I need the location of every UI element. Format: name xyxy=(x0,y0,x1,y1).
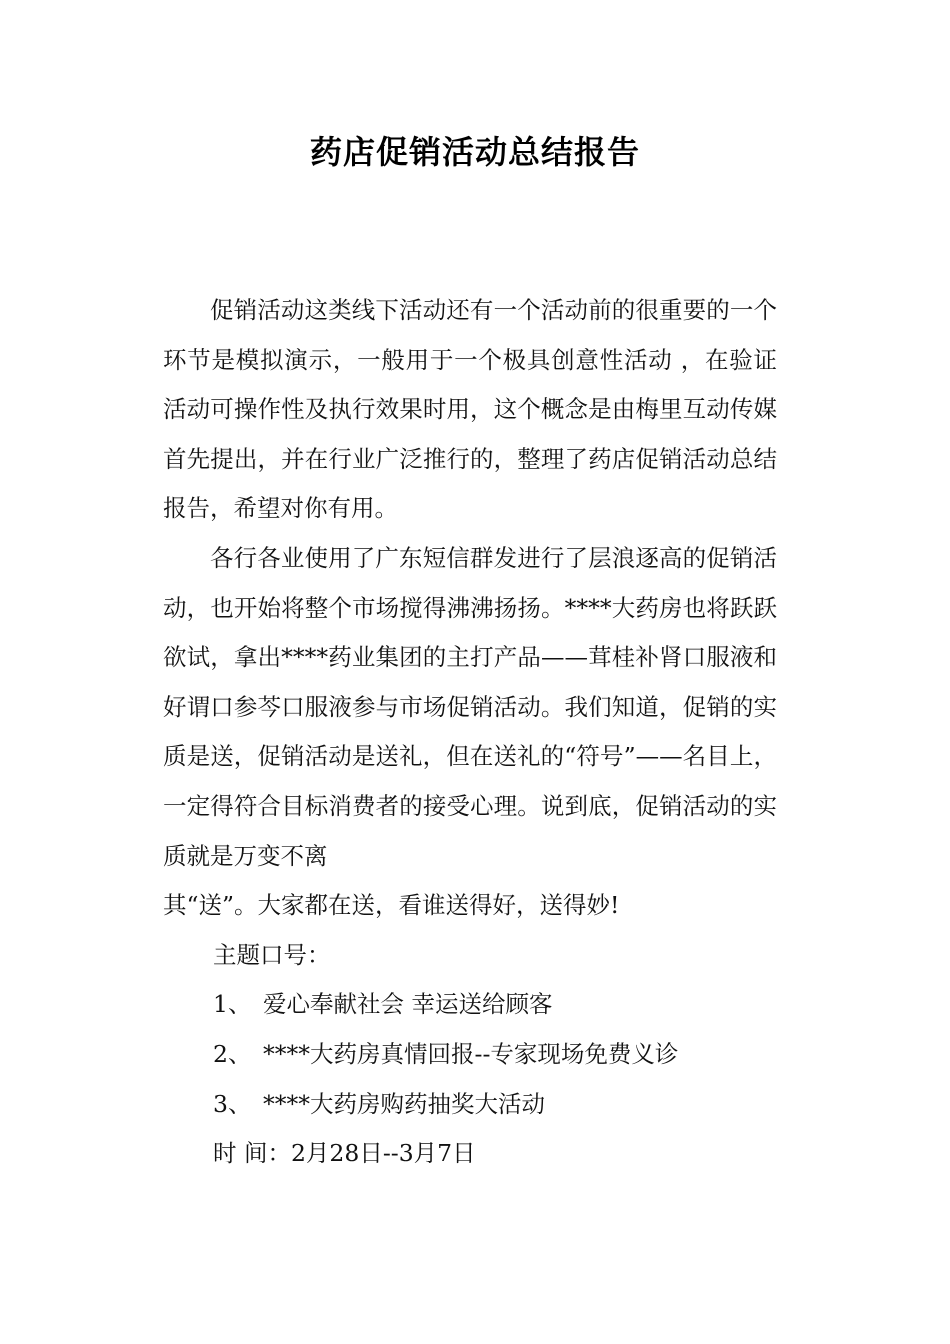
slogan-text: 爱心奉献社会 幸运送给顾客 xyxy=(263,990,553,1019)
document-body xyxy=(163,286,777,1179)
slogan-text: ****大药房购药抽奖大活动 xyxy=(263,1089,545,1118)
slogan-item xyxy=(163,1030,777,1080)
slogan-item xyxy=(163,1080,777,1130)
slogan-number: 3、 xyxy=(213,1089,252,1118)
paragraph-promotion: 各行各业使用了广东短信群发进行了层浪逐高的促销活动，也开始将整个市场搅得沸沸扬扬。****大药房也将跃跃欲试，拿出****药业集团的主打产品——茸桂补肾口服液和好谓口参芩口服液参与市场促销活动。我们知道，促销的实质是送，促销活动是送礼，但在送礼的“符号”——名目上，一定得符合目标消费者的接受心理。说到底，促销活动的实质就是万变不离 xyxy=(163,543,777,870)
paragraph-intro: 促销活动这类线下活动还有一个活动前的很重要的一个环节是模拟演示，一般用于一个极具创意性活动 ，在验证活动可操作性及执行效果时用，这个概念是由梅里互动传媒首先提出，并在行业广泛推行的，整理了药店促销活动总结报告，希望对你有用。 xyxy=(163,296,777,523)
time-line: 时 间：2月28日--3月7日 xyxy=(213,1139,476,1168)
slogan-item xyxy=(163,980,777,1030)
slogan-number: 1、 xyxy=(213,990,252,1019)
document-title: 药店促销活动总结报告 xyxy=(309,133,640,171)
slogan-text: ****大药房真情回报--专家现场免费义诊 xyxy=(263,1039,679,1068)
paragraph-continuation: 其“送”。大家都在送，看谁送得好，送得妙! xyxy=(163,891,620,920)
slogan-heading: 主题口号： xyxy=(213,940,331,969)
slogan-number: 2、 xyxy=(213,1039,252,1068)
